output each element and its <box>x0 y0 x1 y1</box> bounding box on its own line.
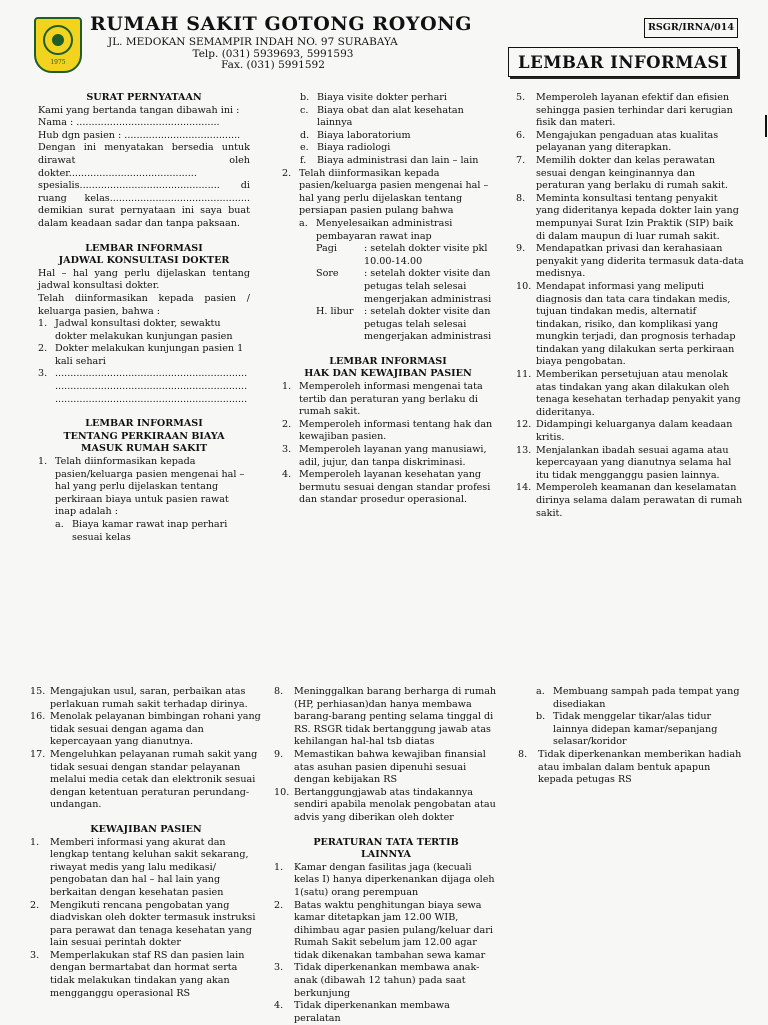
section-title-surat-pernyataan: SURAT PERNYATAAN <box>86 92 202 103</box>
list-item: 1. Memberi informasi yang akurat dan lengkap tentang keluhan sakit sekarang, riwayat medis yang lalu medikasi/ pengobatan dan hal – hal lain yang berkaitan dengan kesehatan pasien <box>30 836 249 898</box>
list-item: 4. Memperoleh layanan kesehatan yang bermutu sesuai dengan standar profesi dan standar prosedur operasional. <box>282 469 491 506</box>
sub-list-item: a. Membuang sampah pada tempat yang disediakan <box>536 686 740 710</box>
list-item: 11. Memberikan persetujuan atau menolak atas tindakan yang akan dilakukan oleh tenaga kesehatan terhadap penyakit yang dideritanya. <box>516 369 741 418</box>
jadwal-intro: Hal – hal yang perlu dijelaskan tentang jadwal konsultasi dokter. <box>38 267 250 292</box>
list-item: 15. Mengajukan usul, saran, perbaikan atas perlakuan rumah sakit terhadap dirinya. <box>30 686 248 710</box>
rights-list <box>282 381 494 507</box>
hospital-logo <box>34 17 82 73</box>
column-2 <box>282 92 494 507</box>
section-title-biaya-2: TENTANG PERKIRAAN BIAYA <box>63 430 225 442</box>
column-3 <box>516 92 744 520</box>
list-item: 4. Tidak diperkenankan membawa peralatan <box>274 1000 450 1024</box>
hospital-phone: Telp. (031) 5939693, 5991593 <box>192 47 354 60</box>
list-item: 14. Memperoleh keamanan dan keselamatan dirinya selama dalam perawatan di rumah sakit. <box>516 482 743 519</box>
obligations-list-continued <box>274 686 498 825</box>
list-item: 8. Meninggalkan barang berharga di rumah (HP, perhiasan)dan hanya membawa barang-barang penting selama tinggal di RS. RSGR tidak bertanggung jawab atas kehilangan hal-hal tsb diatas <box>274 686 497 748</box>
obligations-list <box>30 837 262 1001</box>
list-item: 3. Tidak diperkenankan membawa anak-anak (dibawah 12 tahun) pada saat berkunjung <box>274 962 480 999</box>
sub-list-item: f. Biaya administrasi dan lain – lain <box>300 154 479 166</box>
list-item: 5. Memperoleh layanan efektif dan efisien sehingga pasien terhindar dari kerugian fisik dan materi. <box>516 92 733 129</box>
schedule-row: Pagi : setelah dokter visite pkl 10.00-14.00 <box>316 243 488 267</box>
list-item: 1. Memperoleh informasi mengenai tata tertib dan peraturan yang berlaku di rumah sakit. <box>282 381 483 418</box>
hospital-contact <box>108 37 438 72</box>
list-item: 1. Kamar dengan fasilitas jaga (kecuali kelas I) hanya diperkenankan dijaga oleh 1(satu) orang perempuan <box>274 861 495 898</box>
section-title-hak-1: LEMBAR INFORMASI <box>329 355 447 367</box>
logo-emblem-icon <box>43 25 73 55</box>
list-item: 8. Tidak diperkenankan memberikan hadiah atau imbalan dalam bentuk apapun kepada petugas RS <box>518 748 742 786</box>
statement-body: Dengan ini menyatakan bersedia untuk dirawat oleh dokter.......................................... spesialis.............................................. di ruang kelas.............................................. demikian surat pernyataan ini saya buat dalam keadaan sadar dan tanpa paksaan. <box>38 142 250 229</box>
sub-list-item: a. Menyelesaikan administrasi pembayaran rawat inap <box>299 217 453 242</box>
jadwal-list <box>38 318 250 406</box>
rules-list <box>274 862 498 1025</box>
list-item: 3. Memperoleh layanan yang manusiawi, adil, jujur, dan tanpa diskriminasi. <box>282 444 487 468</box>
column-5 <box>274 686 498 1025</box>
statement-name-field: Nama : ............................................... <box>38 117 220 129</box>
list-item: 17. Mengeluhkan pelayanan rumah sakit yang tidak sesuai dengan standar pelayanan melalui media cetak dan elektronik sesuai dengan ketentuan peraturan perundang-undangan. <box>30 748 258 811</box>
dotted-line: ............................................................... <box>55 393 248 405</box>
rights-list-end <box>30 686 262 812</box>
list-item: 2. Mengikuti rencana pengobatan yang diadviskan oleh dokter termasuk instruksi para perawat dan tenaga kesehatan yang lain sesuai perintah dokter <box>30 899 256 949</box>
list-item: 3. ............................................................... <box>38 368 248 380</box>
list-item: 16. Menolak pelayanan bimbingan rohani yang tidak sesuai dengan agama dan kepercayaan yang dianutnya. <box>30 711 261 748</box>
section-title-biaya-3: MASUK RUMAH SAKIT <box>80 443 208 455</box>
document-code: RSGR/IRNA/014 <box>644 18 738 38</box>
jadwal-informed: Telah diinformasikan kepada pasien / keluarga pasien, bahwa : <box>38 292 250 317</box>
column-1 <box>38 92 250 544</box>
list-item: 2. Memperoleh informasi tentang hak dan kewajiban pasien. <box>282 418 493 443</box>
sub-list-item: a. Biaya kamar rawat inap perhari sesuai kelas <box>55 519 228 543</box>
statement-relation-field: Hub dgn pasien : ...................................... <box>38 129 241 141</box>
list-item: 3. Memperlakukan staf RS dan pasien lain dengan bermartabat dan hormat serta tidak melakukan tindakan yang akan mengganggu operasional RS <box>30 949 245 999</box>
dotted-line: ............................................................... <box>55 381 248 393</box>
list-item: 12. Didampingi keluarganya dalam keadaan kritis. <box>516 419 733 444</box>
list-item: 8. Meminta konsultasi tentang penyakit yang dideritanya kepada dokter lain yang mempunyai Surat Izin Praktik (SIP) baik di dalam maupun di luar rumah sakit. <box>516 192 739 242</box>
list-item: 2. Dokter melakukan kunjungan pasien 1 kali sehari <box>38 343 244 367</box>
sub-list-item: c. Biaya obat dan alat kesehatan lainnya <box>300 104 464 129</box>
hospital-fax: Fax. (031) 5991592 <box>221 59 325 71</box>
hospital-address: JL. MEDOKAN SEMAMPIR INDAH NO. 97 SURABAYA <box>108 36 398 48</box>
sub-list-item: e. Biaya radiologi <box>300 142 391 154</box>
rights-list-continued <box>516 92 744 520</box>
list-item: 1. Jadwal konsultasi dokter, sewaktu dokter melakukan kunjungan pasien <box>38 318 233 342</box>
list-item: 7. Memilih dokter dan kelas perawatan sesuai dengan keinginannya dan peraturan yang berlaku di rumah sakit. <box>516 154 728 192</box>
list-item: 2. Batas waktu penghitungan biaya sewa kamar ditetapkan jam 12.00 WIB, dihimbau agar pasien pulang/keluar dari Rumah Sakit sebelum jam 12.00 agar tidak dikenakan tambahan sewa kamar <box>274 899 493 961</box>
document-title: LEMBAR INFORMASI <box>508 47 738 77</box>
discharge-schedule <box>282 243 494 344</box>
section-title-biaya-1: LEMBAR INFORMASI <box>85 418 203 430</box>
list-item: 2. Telah diinformasikan kepada pasien/keluarga pasien mengenai hal – hal yang perlu dijelaskan tentang persiapan pasien pulang bahwa <box>282 167 489 217</box>
logo-year: 1975 <box>50 59 66 66</box>
list-item: 13. Menjalankan ibadah sesuai agama atau kepercayaan yang dianutnya selama hal itu tidak mengganggu pasien lainnya. <box>516 444 732 481</box>
list-item: 9. Memastikan bahwa kewajiban finansial atas asuhan pasien dipenuhi sesuai dengan kebijakan RS <box>274 748 486 786</box>
sub-list-item: b. Biaya visite dokter perhari <box>300 92 447 103</box>
section-title-tata-tertib-1: PERATURAN TATA TERTIB <box>313 836 459 848</box>
schedule-row: H. libur : setelah dokter visite dan petugas telah selesai mengerjakan administrasi <box>316 306 492 343</box>
sub-list-item: d. Biaya laboratorium <box>300 129 411 141</box>
section-title-jadwal-1: LEMBAR INFORMASI <box>85 242 203 254</box>
sub-list-item: b. Tidak menggelar tikar/alas tidur lainnya didepan kamar/sepanjang selasar/koridor <box>536 711 718 748</box>
section-title-jadwal-2: JADWAL KONSULTASI DOKTER <box>58 255 230 267</box>
schedule-row: Sore : setelah dokter visite dan petugas telah selesai mengerjakan administrasi <box>316 268 492 305</box>
list-item: 10. Mendapat informasi yang meliputi diagnosis dan tata cara tindakan medis, tujuan tindakan medis, alternatif tindakan, risiko, dan komplikasi yang mungkin terjadi, dan prognosis terhadap tindakan yang dilakukan serta perkiraan biaya pengobatan. <box>516 280 736 368</box>
list-item: 6. Mengajukan pengaduan atas kualitas pelayanan yang diterapkan. <box>516 129 719 154</box>
list-item: 9. Mendapatkan privasi dan kerahasiaan penyakit yang diderita termasuk data-data medisnya. <box>516 243 744 280</box>
column-4 <box>30 686 262 1000</box>
list-item: 10. Bertanggungjawab atas tindakannya sendiri apabila menolak pengobatan atau advis yang diberikan oleh dokter <box>274 786 496 823</box>
edge-mark <box>765 115 767 137</box>
section-title-tata-tertib-2: LAINNYA <box>361 849 411 861</box>
hospital-name: RUMAH SAKIT GOTONG ROYONG <box>90 13 473 35</box>
column-6 <box>518 686 746 787</box>
statement-intro: Kami yang bertanda tangan dibawah ini : <box>38 104 240 116</box>
section-title-hak-2: HAK DAN KEWAJIBAN PASIEN <box>304 368 472 380</box>
section-title-kewajiban: KEWAJIBAN PASIEN <box>90 823 202 835</box>
list-item: 1. Telah diinformasikan kepada pasien/keluarga pasien mengenai hal – hal yang perlu dijelaskan tentang perkiraan biaya untuk pasien rawat inap adalah : <box>38 456 245 518</box>
